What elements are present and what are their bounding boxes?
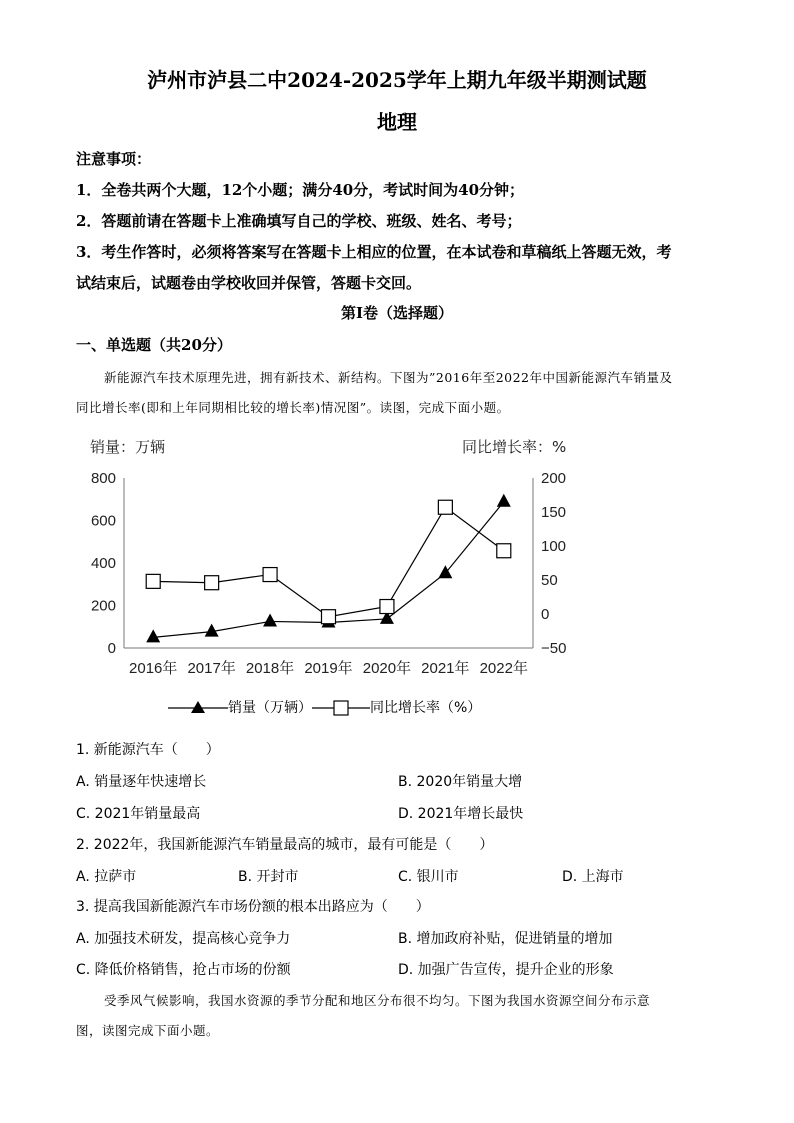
- growth-point: [497, 544, 511, 558]
- notice-item-3-cont: 试结束后，试题卷由学校收回并保管，答题卡交回。: [76, 274, 422, 292]
- question-2-option-a: A. 拉萨市: [76, 869, 137, 885]
- growth-point: [438, 500, 452, 514]
- series-line-2: [153, 507, 504, 616]
- sales-point: [497, 494, 511, 507]
- growth-point: [205, 576, 219, 590]
- question-3-option-d: D. 加强广告宣传，提升企业的形象: [398, 962, 614, 978]
- legend-sales-label: 销量（万辆）: [228, 700, 312, 716]
- x-tick-label: 2018年: [245, 660, 295, 677]
- section-title: 第Ⅰ卷（选择题）: [340, 304, 454, 322]
- legend-growth-label: 同比增长率（%）: [370, 700, 482, 716]
- right-tick-label: 200: [541, 470, 567, 487]
- intro-1-line-2: 同比增长率(即和上年同期相比较的增长率)情况图”。读图，完成下面小题。: [76, 400, 510, 415]
- question-2-stem: 2. 2022年，我国新能源汽车销量最高的城市，最有可能是（ ）: [76, 837, 494, 853]
- x-tick-label: 2016年: [129, 660, 178, 677]
- growth-point: [146, 574, 160, 588]
- part-heading: 一、单选题（共20分）: [76, 336, 232, 354]
- left-axis-title: 销量：万辆: [90, 438, 166, 456]
- question-1-option-d: D. 2021年增长最快: [398, 806, 524, 822]
- growth-point: [322, 610, 336, 624]
- intro-2-line-1: 受季风气候影响，我国水资源的季节分配和地区分布很不均匀。下图为我国水资源空间分布示意: [104, 993, 651, 1008]
- exam-subject: 地理: [377, 110, 417, 134]
- left-tick-label: 400: [90, 555, 116, 572]
- right-tick-label: 0: [541, 606, 550, 623]
- intro-1-line-1: 新能源汽车技术原理先进，拥有新技术、新结构。下图为”2016年至2022年中国新能源汽车销量及: [104, 370, 673, 385]
- right-axis-title: 同比增长率：%: [462, 438, 567, 456]
- question-1-stem: 1. 新能源汽车（ ）: [76, 742, 220, 758]
- question-1-option-b: B. 2020年销量大增: [398, 774, 523, 790]
- question-2-option-b: B. 开封市: [238, 869, 299, 885]
- legend-triangle-marker: [168, 698, 228, 718]
- right-tick-label: −50: [541, 640, 567, 657]
- notice-item-1: 1．全卷共两个大题，12个小题；满分40分，考试时间为40分钟；: [76, 181, 525, 199]
- right-tick-label: 100: [541, 538, 567, 555]
- notice-item-2: 2．答题前请在答题卡上准确填写自己的学校、班级、姓名、考号；: [76, 212, 522, 230]
- right-tick-label: 50: [541, 572, 558, 589]
- question-2-option-d: D. 上海市: [562, 869, 624, 885]
- left-tick-label: 0: [107, 640, 116, 657]
- sales-growth-chart: [70, 425, 590, 725]
- question-3-stem: 3. 提高我国新能源汽车市场份额的根本出路应为（ ）: [76, 899, 430, 915]
- legend-square-marker: [312, 698, 370, 718]
- sales-point: [146, 629, 160, 642]
- growth-point: [380, 600, 394, 614]
- x-tick-label: 2020年: [362, 660, 412, 677]
- growth-point: [263, 568, 277, 582]
- question-3-option-c: C. 降低价格销售，抢占市场的份额: [76, 962, 291, 978]
- question-2-option-c: C. 银川市: [398, 869, 459, 885]
- question-1-option-a: A. 销量逐年快速增长: [76, 774, 207, 790]
- right-tick-label: 150: [541, 504, 567, 521]
- left-tick-label: 600: [90, 512, 116, 530]
- intro-2-line-2: 图，读图完成下面小题。: [76, 1023, 220, 1038]
- chart-legend: [168, 697, 481, 718]
- sales-point: [263, 613, 277, 626]
- notice-heading: 注意事项：: [76, 150, 152, 168]
- question-3-option-b: B. 增加政府补贴，促进销量的增加: [398, 931, 613, 947]
- notice-item-3: 3．考生作答时，必须将答案写在答题卡上相应的位置，在本试卷和草稿纸上答题无效，考: [76, 243, 672, 261]
- sales-point: [205, 624, 219, 637]
- x-tick-label: 2021年: [421, 660, 470, 677]
- x-tick-label: 2022年: [479, 660, 528, 677]
- question-3-option-a: A. 加强技术研发，提高核心竞争力: [76, 931, 291, 947]
- x-tick-label: 2019年: [304, 660, 353, 677]
- left-tick-label: 800: [90, 470, 116, 487]
- x-tick-label: 2017年: [187, 660, 236, 677]
- question-1-option-c: C. 2021年销量最高: [76, 806, 201, 822]
- left-tick-label: 200: [90, 597, 116, 615]
- exam-title: 泸州市泸县二中2024-2025学年上期九年级半期测试题: [147, 68, 647, 92]
